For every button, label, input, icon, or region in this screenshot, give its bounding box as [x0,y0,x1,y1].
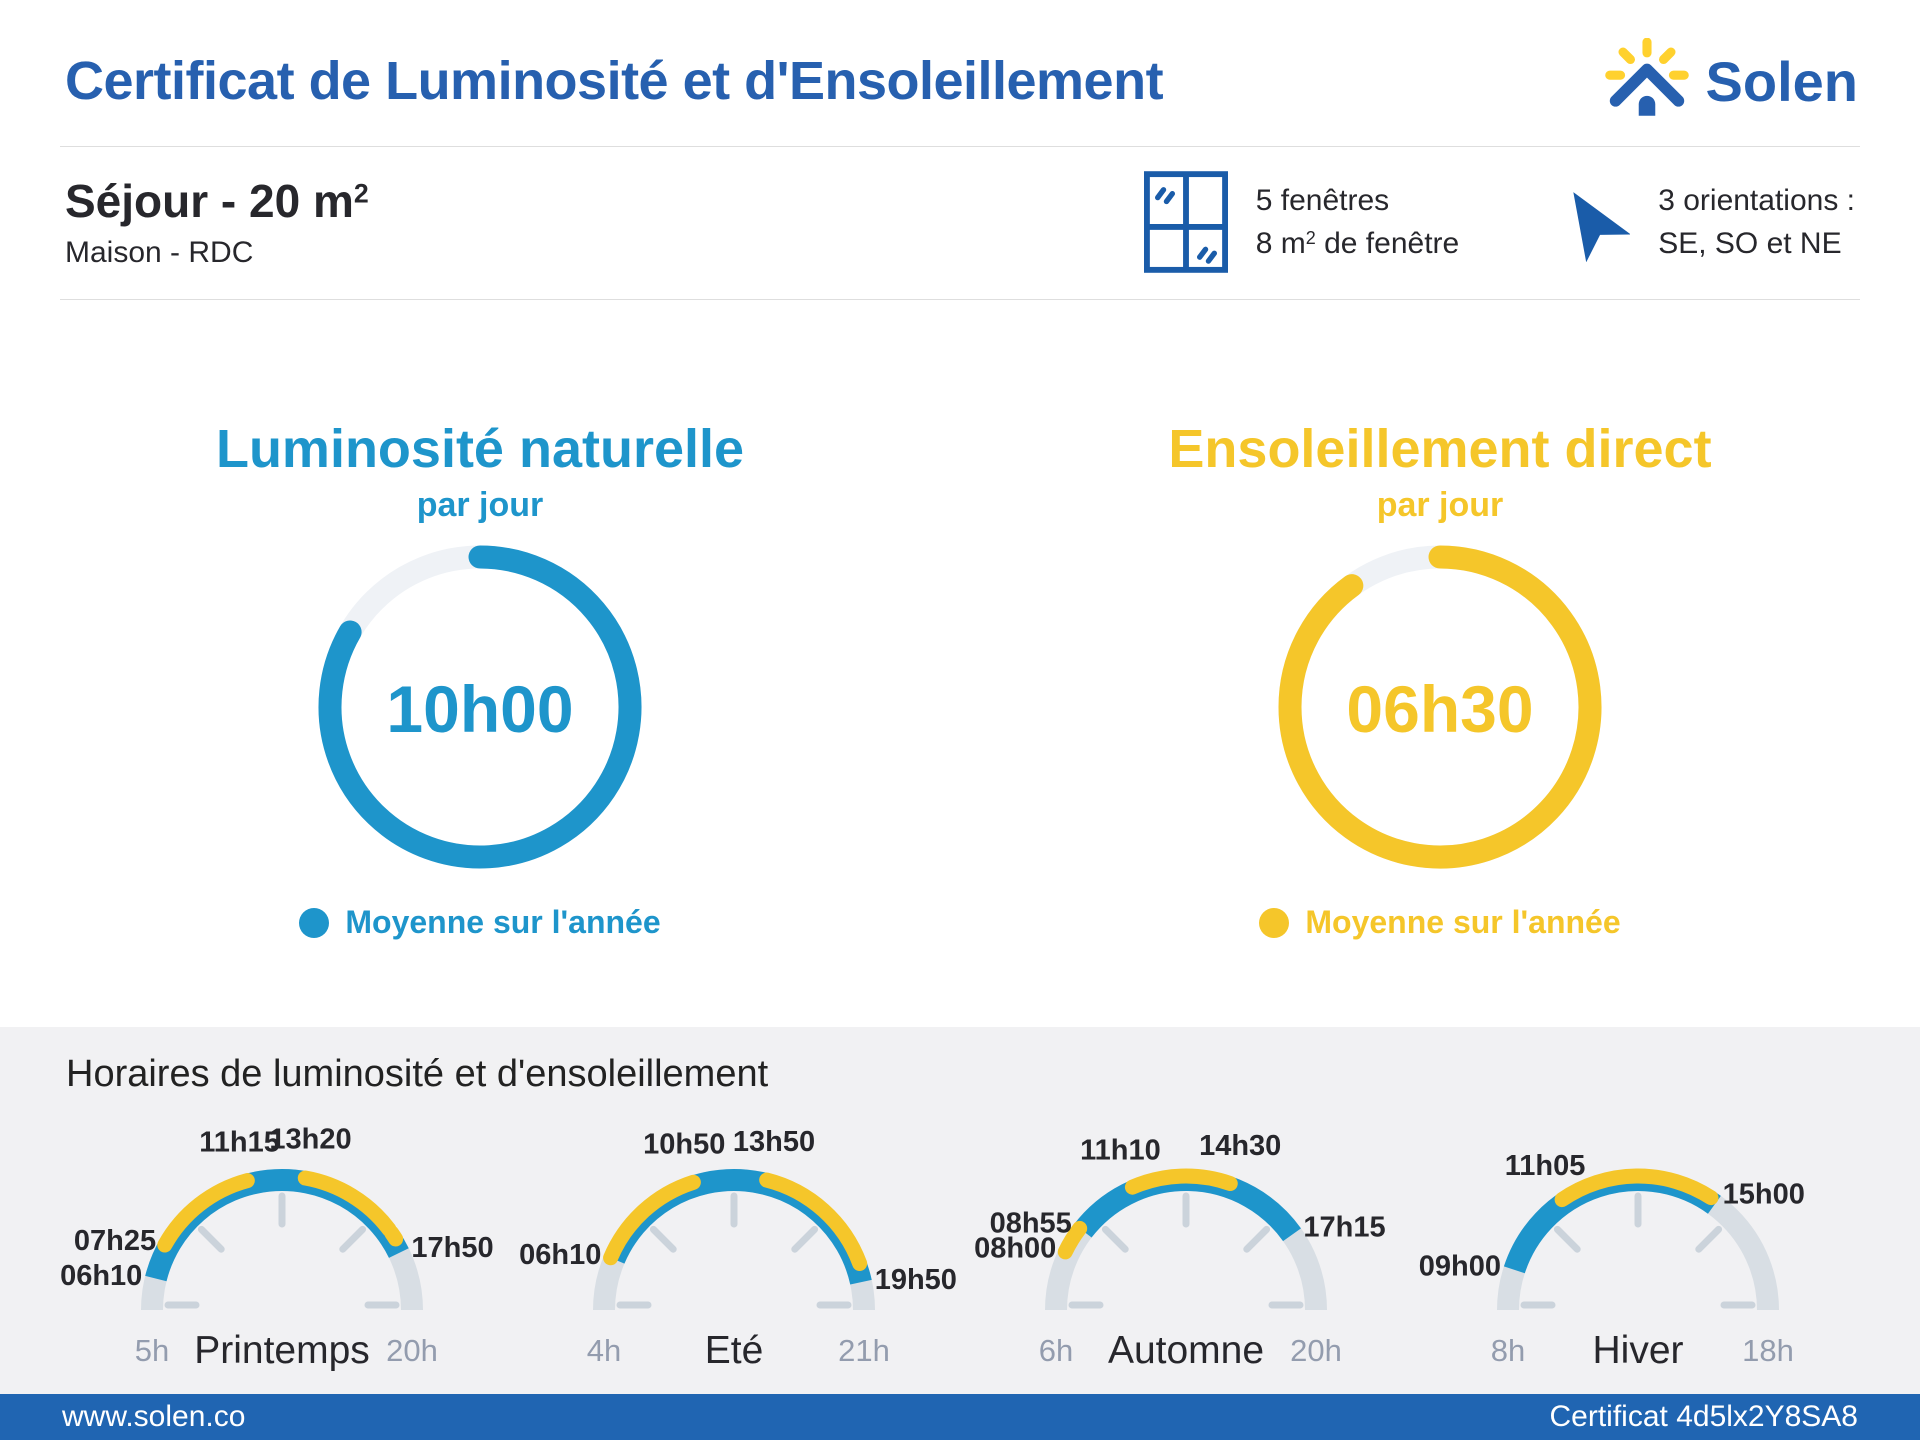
legend-dot-blue [299,908,329,938]
time-label: 06h10 [60,1260,143,1293]
gauge-luminosite-subtitle: par jour [416,486,544,524]
gauge-ensoleillement [960,418,1920,941]
season-hiver [1412,1110,1864,1372]
orientations-text [1658,179,1855,266]
season-printemps [56,1110,508,1372]
time-label: 11h15 [199,1126,280,1159]
time-label: 09h00 [1418,1250,1501,1283]
footer [0,1394,1920,1440]
tick [201,1229,221,1249]
time-label: 11h10 [1080,1134,1161,1167]
gauge-ensoleillement-ring [1272,539,1608,880]
season-gauge-automne [960,1110,1412,1372]
footer-url[interactable]: www.solen.co [62,1400,246,1433]
windows-area-sup: 2 [1305,228,1316,248]
time-label: 08h55 [989,1207,1072,1240]
season-gauges-row [56,1110,1864,1372]
tick [1699,1229,1719,1249]
windows-count: 5 fenêtres [1255,183,1390,217]
tick [1105,1229,1125,1249]
sunshine-arc [392,1233,396,1239]
scale-start-label: 4h [586,1333,622,1368]
solen-logo [1604,38,1858,124]
time-label: 17h15 [1303,1211,1386,1244]
gauge-ensoleillement-title: Ensoleillement direct [1168,419,1712,479]
season-gauge-eté [508,1110,960,1372]
tick [1247,1229,1267,1249]
scale-end-label: 20h [1290,1333,1342,1368]
season-automne [960,1110,1412,1372]
room-subtitle: Maison - RDC [65,236,254,269]
gauge-ensoleillement-legend [1259,904,1620,941]
tick [1557,1229,1577,1249]
time-label: 13h20 [269,1123,352,1156]
daily-gauges-row [0,300,1920,941]
legend-label: Moyenne sur l'année [1305,904,1621,940]
tick [343,1229,363,1249]
gauge-value: 10h00 [386,672,574,746]
time-label: 15h00 [1722,1178,1805,1211]
time-label: 07h25 [73,1225,157,1258]
season-name: Printemps [194,1329,370,1372]
schedule-title: Horaires de luminosité et d'ensoleillement [66,1053,769,1095]
season-gauge-printemps [56,1110,508,1372]
gauge-luminosite [0,418,960,941]
orientations-count: 3 orientations : [1658,183,1855,217]
windows-area-pre: 8 m [1255,227,1306,260]
gauge-luminosite-title: Luminosité naturelle [215,419,745,479]
gauge-luminosite-legend [299,904,660,941]
scale-start-label: 8h [1490,1333,1526,1368]
room-title [65,174,369,228]
orientations-list: SE, SO et NE [1658,227,1842,260]
time-label: 10h50 [643,1128,726,1161]
gauge-luminosite-ring [312,539,648,880]
orientations-info [1554,179,1855,266]
page-title: Certificat de Luminosité et d'Ensoleillement [65,51,1164,111]
sun-house-icon [1604,38,1690,124]
season-name: Automne [1107,1329,1265,1372]
brand-name: Solen [1705,49,1858,113]
season-name: Eté [704,1329,764,1372]
scale-start-label: 6h [1038,1333,1074,1368]
time-label: 11h05 [1504,1149,1586,1182]
tick [653,1229,673,1249]
gauge-value: 06h30 [1346,672,1534,746]
time-label: 06h10 [519,1238,602,1271]
header [0,0,1920,146]
time-label: 17h50 [411,1231,494,1264]
room-info-row [0,147,1920,299]
ring-gauge [1272,539,1608,875]
gauge-ensoleillement-subtitle: par jour [1376,486,1504,524]
room-info [65,174,369,270]
season-eté [508,1110,960,1372]
tick [795,1229,815,1249]
schedule-section [0,1027,1920,1394]
season-name: Hiver [1592,1329,1684,1372]
daylight-arc [1514,1180,1714,1270]
time-label: 13h50 [732,1126,816,1158]
scale-end-label: 20h [386,1333,438,1368]
ring-gauge [312,539,648,875]
window-icon [1144,171,1228,273]
room-title-text: Séjour - 20 m [65,175,354,227]
windows-text [1256,179,1459,266]
scale-end-label: 21h [838,1333,890,1368]
scale-end-label: 18h [1742,1333,1794,1368]
room-details [1144,171,1855,273]
legend-dot-yellow [1259,908,1289,938]
orientation-arrow-icon [1554,182,1630,262]
windows-area-post: de fenêtre [1315,227,1460,260]
windows-info [1144,171,1459,273]
certificate-id: Certificat 4d5lx2Y8SA8 [1549,1400,1858,1433]
room-title-sup: 2 [353,178,369,209]
scale-start-label: 5h [134,1333,170,1368]
legend-label: Moyenne sur l'année [345,904,661,940]
windows-area [1256,222,1459,266]
time-label: 14h30 [1199,1130,1282,1163]
time-label: 08h00 [974,1232,1057,1265]
season-gauge-hiver [1412,1110,1864,1372]
time-label: 19h50 [874,1264,957,1297]
